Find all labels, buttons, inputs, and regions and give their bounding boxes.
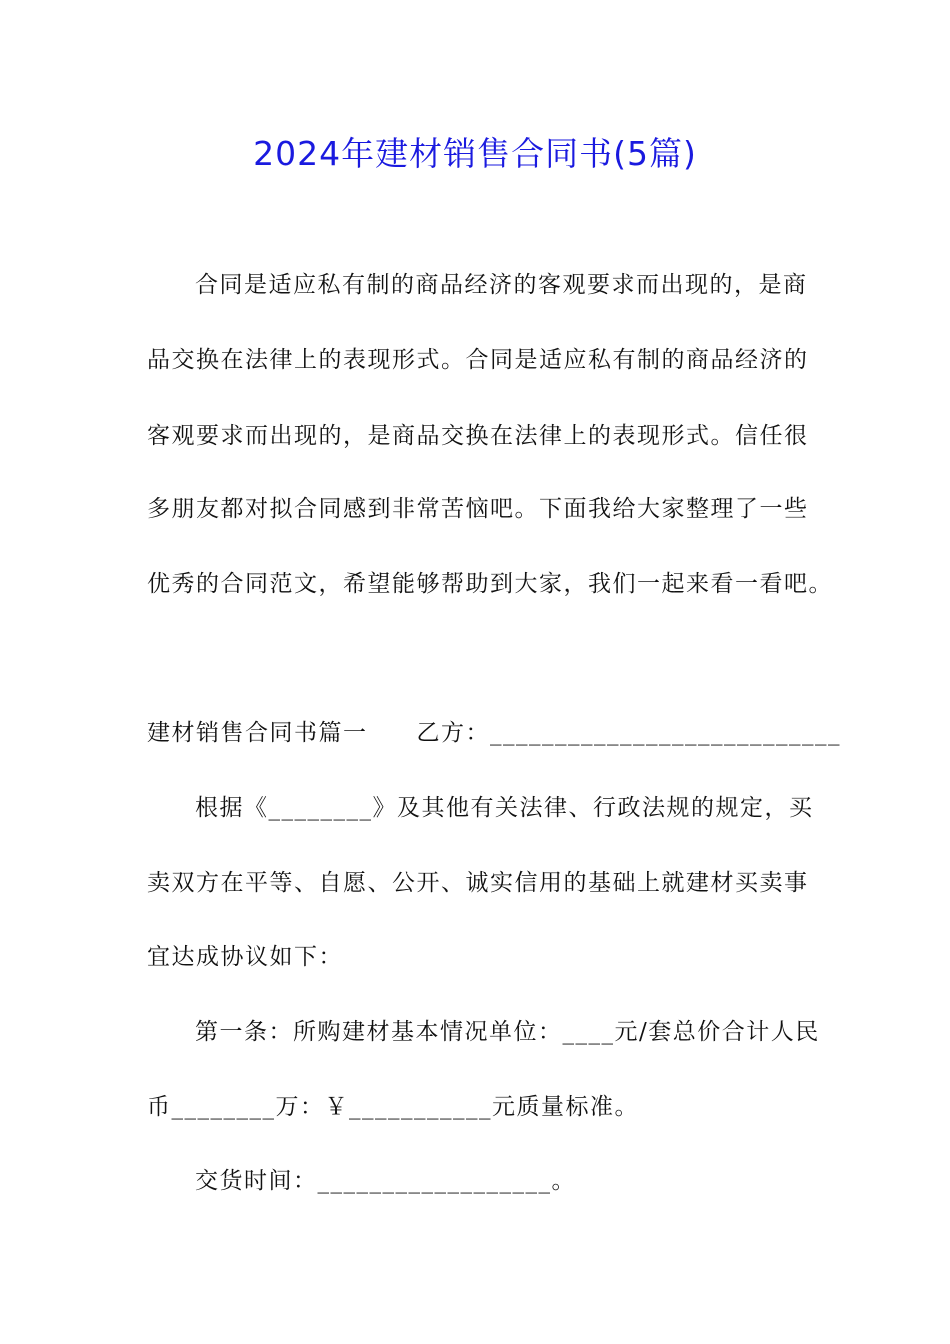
para1-line-3: 宜达成协议如下： — [147, 944, 343, 970]
para1-line-2: 卖双方在平等、自愿、公开、诚实信用的基础上就建材买卖事 — [147, 870, 809, 896]
article1-line-1: 第一条：所购建材基本情况单位：____元/套总价合计人民 — [195, 1019, 820, 1045]
intro-line-5: 优秀的合同范文，希望能够帮助到大家，我们一起来看一看吧。 — [147, 571, 833, 597]
section-heading: 建材销售合同书篇一 乙方：___________________________ — [147, 720, 841, 746]
document-title: 2024年建材销售合同书(5篇) — [253, 134, 697, 173]
intro-line-2: 品交换在法律上的表现形式。合同是适应私有制的商品经济的 — [147, 347, 809, 373]
intro-line-1: 合同是适应私有制的商品经济的客观要求而出现的，是商 — [195, 272, 808, 298]
article1-line-2: 币________万：￥___________元质量标准。 — [147, 1094, 639, 1120]
intro-line-4: 多朋友都对拟合同感到非常苦恼吧。下面我给大家整理了一些 — [147, 496, 809, 522]
delivery-time-line: 交货时间：__________________。 — [195, 1168, 576, 1194]
para1-line-1: 根据《________》及其他有关法律、行政法规的规定，买 — [195, 795, 814, 821]
intro-line-3: 客观要求而出现的，是商品交换在法律上的表现形式。信任很 — [147, 423, 809, 449]
